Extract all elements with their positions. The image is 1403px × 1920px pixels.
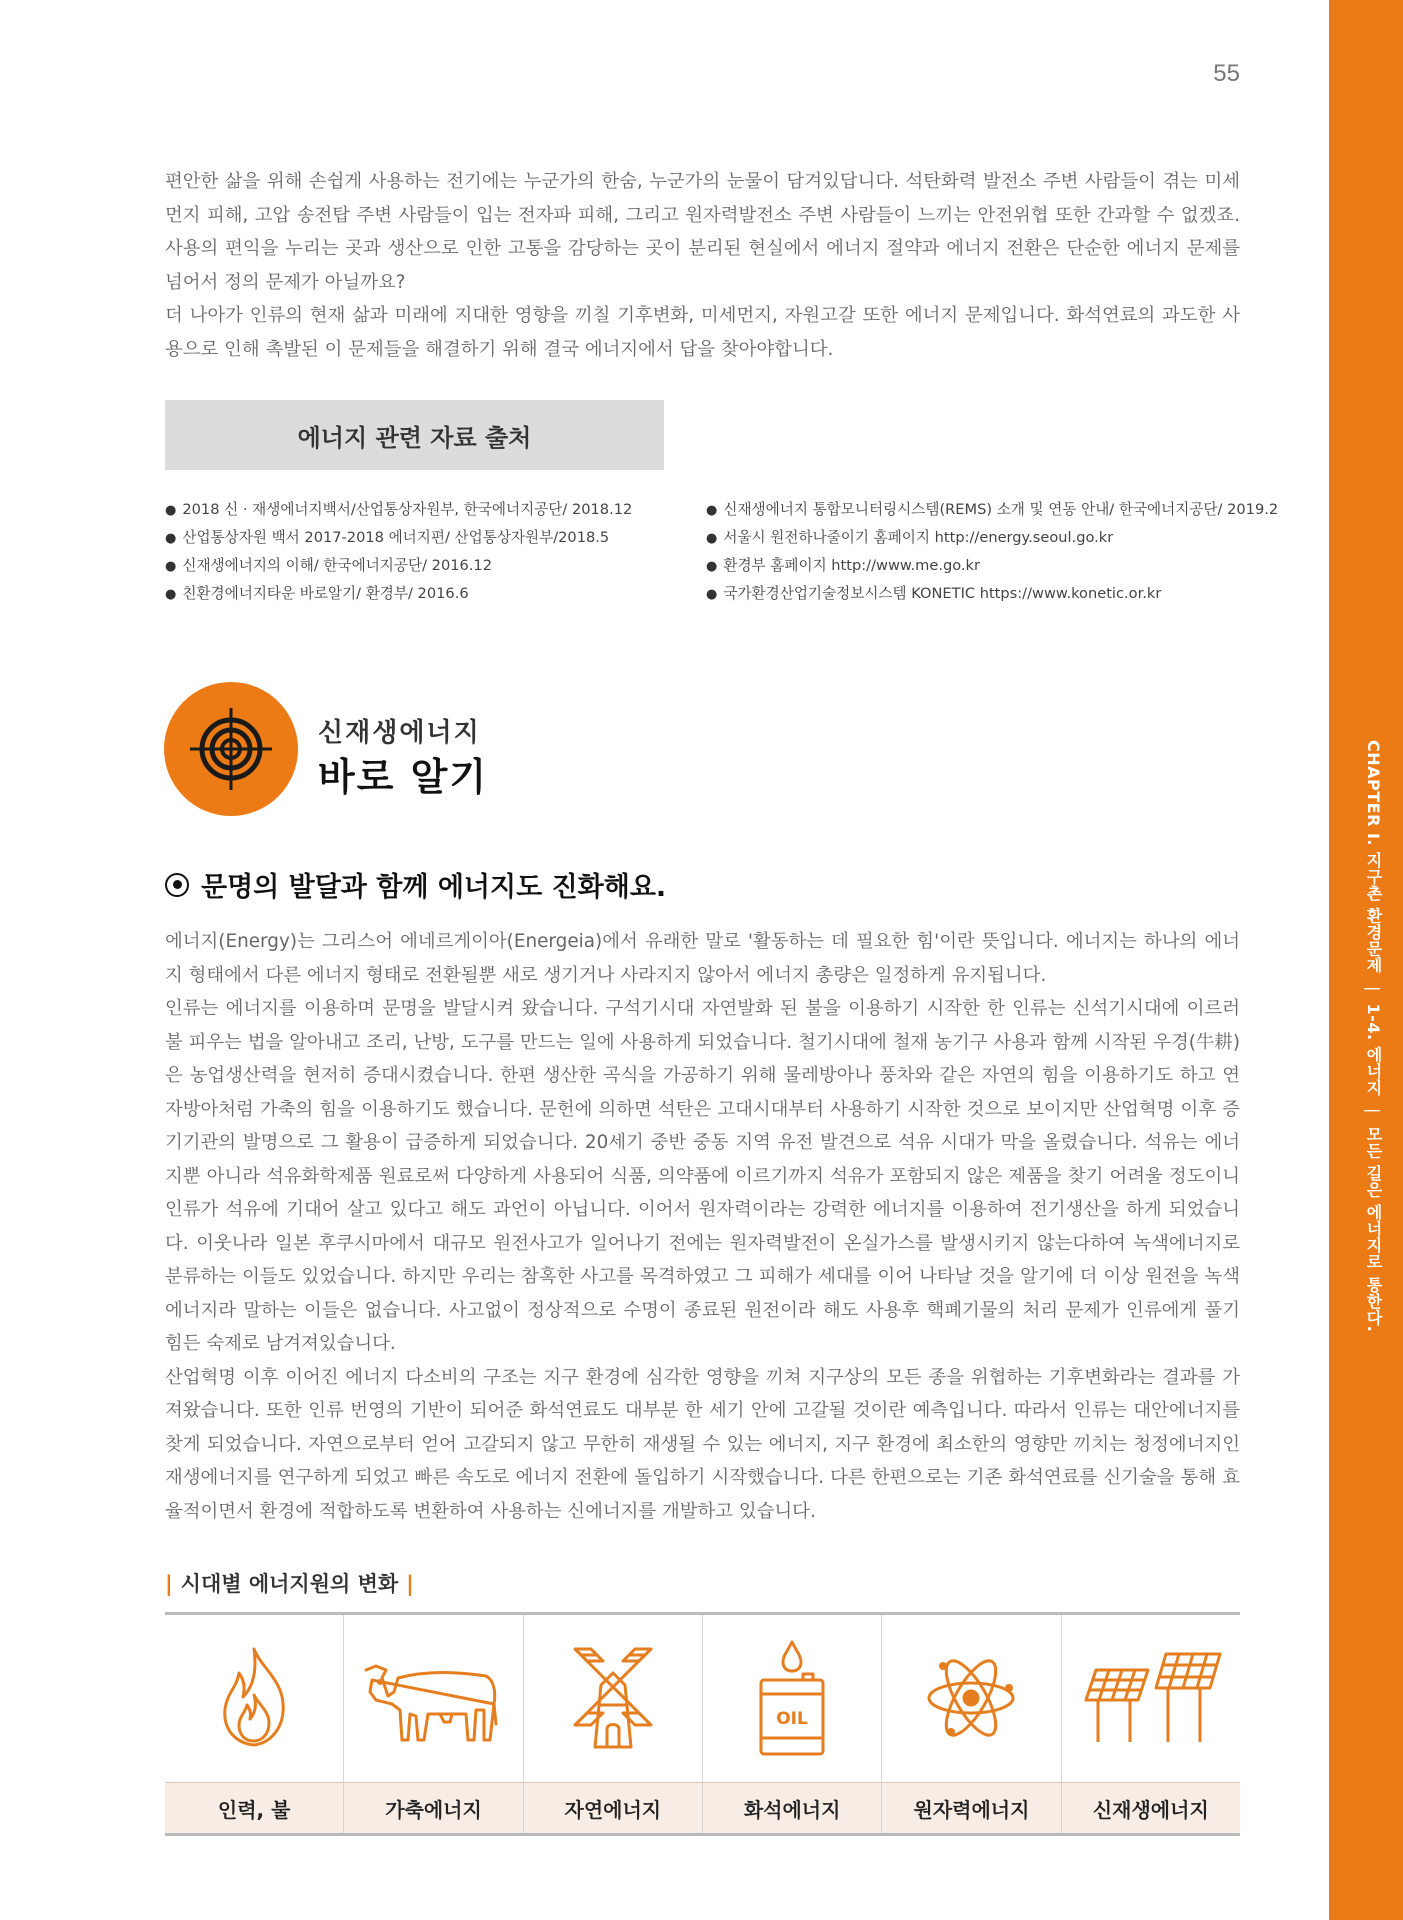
energy-cell-nuclear (882, 1615, 1061, 1833)
cow-icon (344, 1615, 522, 1780)
section-title-label: 모든 길은 에너지로 통한다. (1364, 1126, 1383, 1333)
source-item: ● 신재생에너지 통합모니터링시스템(REMS) 소개 및 연동 안내/ 한국에너지공단/ 2019.2 (706, 501, 1279, 518)
source-item: ● 국가환경산업기술정보시스템 KONETIC https://www.konetic.or.kr (706, 585, 1162, 602)
source-item: ● 서울시 원전하나줄이기 홈페이지 http://energy.seoul.go.kr (706, 529, 1114, 546)
sources-title: 에너지 관련 자료 출처 (165, 400, 664, 470)
source-item: ● 2018 신 · 재생에너지백서/산업통상자원부, 한국에너지공단/ 2018.12 (165, 501, 633, 518)
energy-cell-livestock (344, 1615, 523, 1833)
energy-cell-fire (165, 1615, 344, 1833)
oil-barrel-icon (703, 1615, 881, 1780)
svg-text:OIL: OIL (776, 1708, 808, 1729)
atom-icon (882, 1615, 1060, 1780)
section-paragraph-2: 인류는 에너지를 이용하며 문명을 발달시켜 왔습니다. 구석기시대 자연발화 된 불을 이용하기 시작한 한 인류는 신석기시대에 이르러 불 피우는 법을 알아내고 조리, 난방, 도구를 만드는 일에 사용하게 되었습니다. 철기시대에 철재 농기구 사용과 함께 시작된 우경(牛耕)은 농업생산력을 현저히 증대시켰습니다. 한편 생산한 곡식을 가공하기 위해 물레방아나 풍차와 같은 자연의 힘을 이용하기도 하고 연자방아처럼 가축의 힘을 이용하기도 했습니다. 문헌에 의하면 석탄은 고대시대부터 사용하기 시작한 것으로 보이지만 산업혁명 이후 증기기관의 발명으로 그 활용이 급증하게 되었습니다. 20세기 중반 중동 지역 유전 발견으로 석유 시대가 막을 올렸습니다. 석유는 에너지뿐 아니라 석유화학제품 원료로써 다양하게 사용되어 식품, 의약품에 이르기까지 석유가 포함되지 않은 제품을 찾기 어려울 정도이니 인류가 석유에 기대어 살고 있다고 해도 과언이 아닙니다. 이어서 원자력이라는 강력한 에너지를 이용하여 전기생산을 하게 되었습니다. 이웃나라 일본 후쿠시마에서 대규모 원전사고가 일어나기 전에는 원자력발전이 온실가스를 발생시키지 않는다하여 녹색에너지로 분류하는 이들도 있었습니다. 하지만 우리는 참혹한 사고를 목격하였고 그 피해가 세대를 이어 나타날 것을 알기에 더 이상 원전을 녹색에너지라 말하는 이들은 없습니다. 사고없이 정상적으로 수명이 종료된 원전이라 해도 사용후 핵폐기물의 처리 문제가 인류에게 풀기 힘든 숙제로 남겨져있습니다. (165, 998, 1240, 1354)
energy-table (165, 1612, 1240, 1836)
page-number: 55 (1213, 60, 1240, 87)
source-item: ● 친환경에너지타운 바로알기/ 환경부/ 2016.6 (165, 585, 469, 602)
windmill-icon (524, 1615, 702, 1780)
section-paragraph-3: 산업혁명 이후 이어진 에너지 다소비의 구조는 지구 환경에 심각한 영향을 끼쳐 지구상의 모든 종을 위협하는 기후변화라는 결과를 가져왔습니다. 또한 인류 번영의 기반이 되어준 화석연료도 대부분 한 세기 안에 고갈될 것이란 예측입니다. 따라서 인류는 대안에너지를 찾게 되었습니다. 자연으로부터 얻어 고갈되지 않고 무한히 재생될 수 있는 에너지, 지구 환경에 최소한의 영향만 끼치는 청정에너지인 재생에너지를 연구하게 되었고 빠른 속도로 에너지 전환에 돌입하기 시작했습니다. 다른 한편으로는 기존 화석연료를 신기술을 통해 효율적이면서 환경에 적합하도록 변환하여 사용하는 신에너지를 개발하고 있습니다. (165, 1366, 1240, 1522)
target-bullet-icon (165, 873, 189, 897)
sources-list-left (165, 496, 632, 608)
energy-cell-natural (524, 1615, 703, 1833)
section-label: 1-4. 에너지 (1364, 1003, 1383, 1097)
target-icon (164, 682, 298, 816)
heading-title: 바로 알기 (318, 755, 489, 799)
section-body (165, 925, 1240, 1528)
energy-label: 원자력에너지 (882, 1782, 1060, 1833)
energy-table-title: | 시대별 에너지원의 변화 | (165, 1572, 414, 1596)
source-item: ● 산업통상자원 백서 2017-2018 에너지편/ 산업통상자원부/2018.5 (165, 529, 610, 546)
energy-label: 자연에너지 (524, 1782, 702, 1833)
chapter-label: CHAPTER I. 지구촌 환경문제 (1364, 740, 1383, 974)
section-paragraph-1: 에너지(Energy)는 그리스어 에네르게이아(Energeia)에서 유래한 말로 '활동하는 데 필요한 힘'이란 뜻입니다. 에너지는 하나의 에너지 형태에서 다른 에너지 형태로 전환될뿐 새로 생기거나 사라지지 않아서 에너지 총량은 일정하게 유지됩니다. (165, 931, 1240, 986)
fire-icon (165, 1615, 343, 1780)
energy-label: 신재생에너지 (1062, 1782, 1240, 1833)
intro-text (165, 165, 1240, 366)
intro-paragraph-1: 편안한 삶을 위해 손쉽게 사용하는 전기에는 누군가의 한숨, 누군가의 눈물이 담겨있답니다. 석탄화력 발전소 주변 사람들이 겪는 미세먼지 피해, 고압 송전탑 주변 사람들이 입는 전자파 피해, 그리고 원자력발전소 주변 사람들이 느끼는 안전위협 또한 간과할 수 없겠죠. 사용의 편익을 누리는 곳과 생산으로 인한 고통을 감당하는 곳이 분리된 현실에서 에너지 절약과 에너지 전환은 단순한 에너지 문제를 넘어서 정의 문제가 아닐까요? (165, 171, 1240, 293)
source-item: ● 신재생에너지의 이해/ 한국에너지공단/ 2016.12 (165, 557, 493, 574)
energy-cell-fossil (703, 1615, 882, 1833)
sources-list-right (706, 496, 1278, 608)
sidebar-separator: | (1364, 985, 1383, 992)
section-title-text: 문명의 발달과 함께 에너지도 진화해요. (201, 872, 667, 903)
chapter-sidebar-text (1345, 740, 1385, 1640)
energy-cell-renewable (1062, 1615, 1240, 1833)
energy-label: 화석에너지 (703, 1782, 881, 1833)
sidebar-separator-2: | (1364, 1108, 1383, 1114)
section-title (165, 865, 666, 904)
energy-label: 인력, 불 (165, 1782, 343, 1833)
intro-paragraph-2: 더 나아가 인류의 현재 삶과 미래에 지대한 영향을 끼칠 기후변화, 미세먼지, 자원고갈 또한 에너지 문제입니다. 화석연료의 과도한 사용으로 인해 촉발된 이 문제들을 해결하기 위해 결국 에너지에서 답을 찾아야합니다. (165, 305, 1240, 360)
energy-label: 가축에너지 (344, 1782, 522, 1833)
source-item: ● 환경부 홈페이지 http://www.me.go.kr (706, 557, 980, 574)
heading-subtitle: 신재생에너지 (318, 718, 481, 748)
solar-panel-icon (1062, 1615, 1240, 1780)
